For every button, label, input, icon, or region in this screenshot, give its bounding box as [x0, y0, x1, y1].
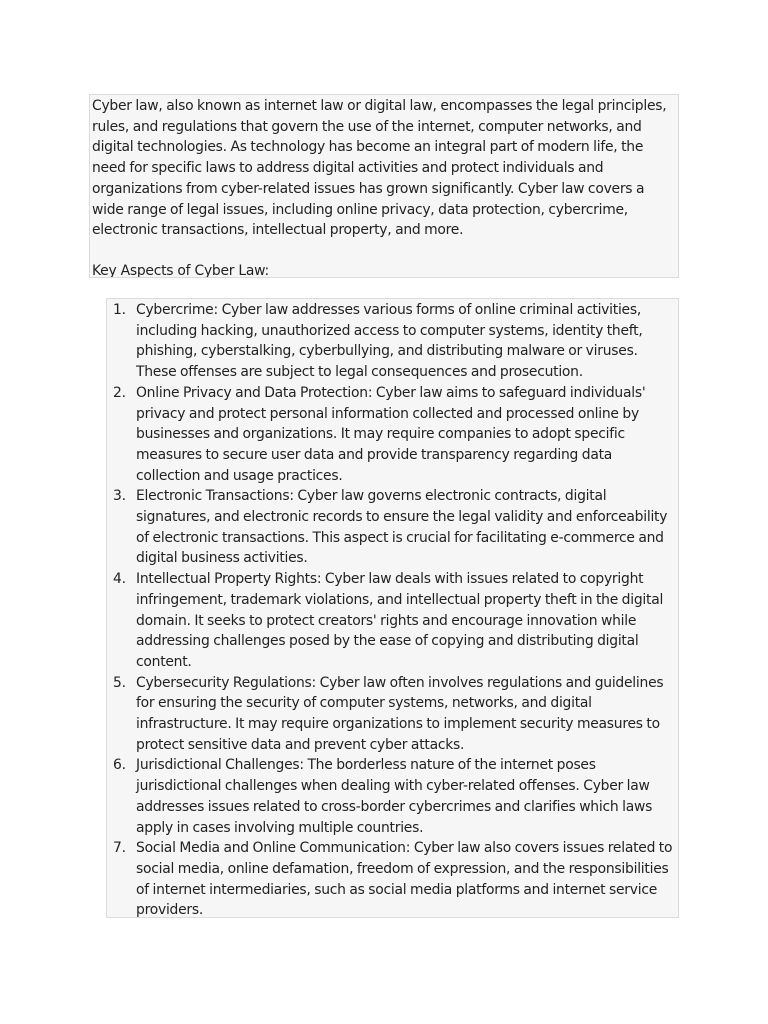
list-item-text: Intellectual Property Rights: Cyber law deals with issues related to copyright infringement, trademark violations, and intellectual property theft in the digital domain. It seeks to protect creators' rights and encourage innovation while addressing challenges posed by the ease of copying and distributing digital content. — [136, 571, 664, 670]
list-item-number: 2. — [113, 384, 126, 401]
list-item-number: 7. — [113, 840, 126, 857]
list-item-text: Social Media and Online Communication: Cyber law also covers issues related to social media, online defamation, freedom of expression, and the responsibilities of internet intermediaries, such as social media platforms and internet service providers. — [136, 840, 673, 918]
list-item-text: Electronic Transactions: Cyber law governs electronic contracts, digital signatures, and electronic records to ensure the legal validity and enforceability of electronic transactions. This aspect is crucial for facilitating e-commerce and digital business activities. — [136, 488, 668, 567]
list-item — [107, 300, 678, 383]
intro-paragraph: Cyber law, also known as internet law or digital law, encompasses the legal principles, rules, and regulations that govern the use of the internet, computer networks, and digital technologies. As technology has become an integral part of modern life, the need for specific laws to address digital activities and protect individuals and organizations from cyber-related issues has grown significantly. Cyber law covers a wide range of legal issues, including online privacy, data protection, cybercrime, electronic transactions, intellectual property, and more. — [92, 98, 667, 239]
list-item-number: 1. — [113, 302, 126, 318]
list-item-text: Cybercrime: Cyber law addresses various forms of online criminal activities, including hacking, unauthorized access to computer systems, identity theft, phishing, cyberstalking, cyberbullying, and distributing malware or viruses. These offenses are subject to legal consequences and prosecution. — [136, 302, 643, 381]
list-item — [107, 673, 678, 756]
key-aspects-heading: Key Aspects of Cyber Law: — [92, 262, 269, 278]
aspects-section — [106, 298, 679, 918]
list-item-text: Cybersecurity Regulations: Cyber law often involves regulations and guidelines for ensuring the security of computer systems, networks, and digital infrastructure. It may require organizations to implement security measures to protect sensitive data and prevent cyber attacks. — [136, 674, 664, 753]
list-item-number: 3. — [113, 488, 126, 505]
list-item-number: 4. — [113, 571, 126, 588]
list-item-number: 6. — [113, 757, 126, 774]
list-item-text: Online Privacy and Data Protection: Cyber law aims to safeguard individuals' privacy and protect personal information collected and processed online by businesses and organizations. It may require companies to adopt specific measures to secure user data and provide transparency regarding data collection and usage practices. — [136, 384, 646, 484]
list-item — [107, 755, 678, 838]
aspects-list — [107, 300, 678, 918]
list-item — [107, 486, 678, 569]
list-item — [107, 838, 678, 918]
intro-section — [89, 94, 679, 278]
list-item — [107, 383, 678, 487]
list-item-text: Jurisdictional Challenges: The borderless nature of the internet poses jurisdictional challenges when dealing with cyber-related offenses. Cyber law addresses issues related to cross-border cybercrimes and clarifies which laws apply in cases involving multiple countries. — [136, 757, 653, 836]
list-item-number: 5. — [113, 674, 126, 691]
list-item — [107, 569, 678, 673]
